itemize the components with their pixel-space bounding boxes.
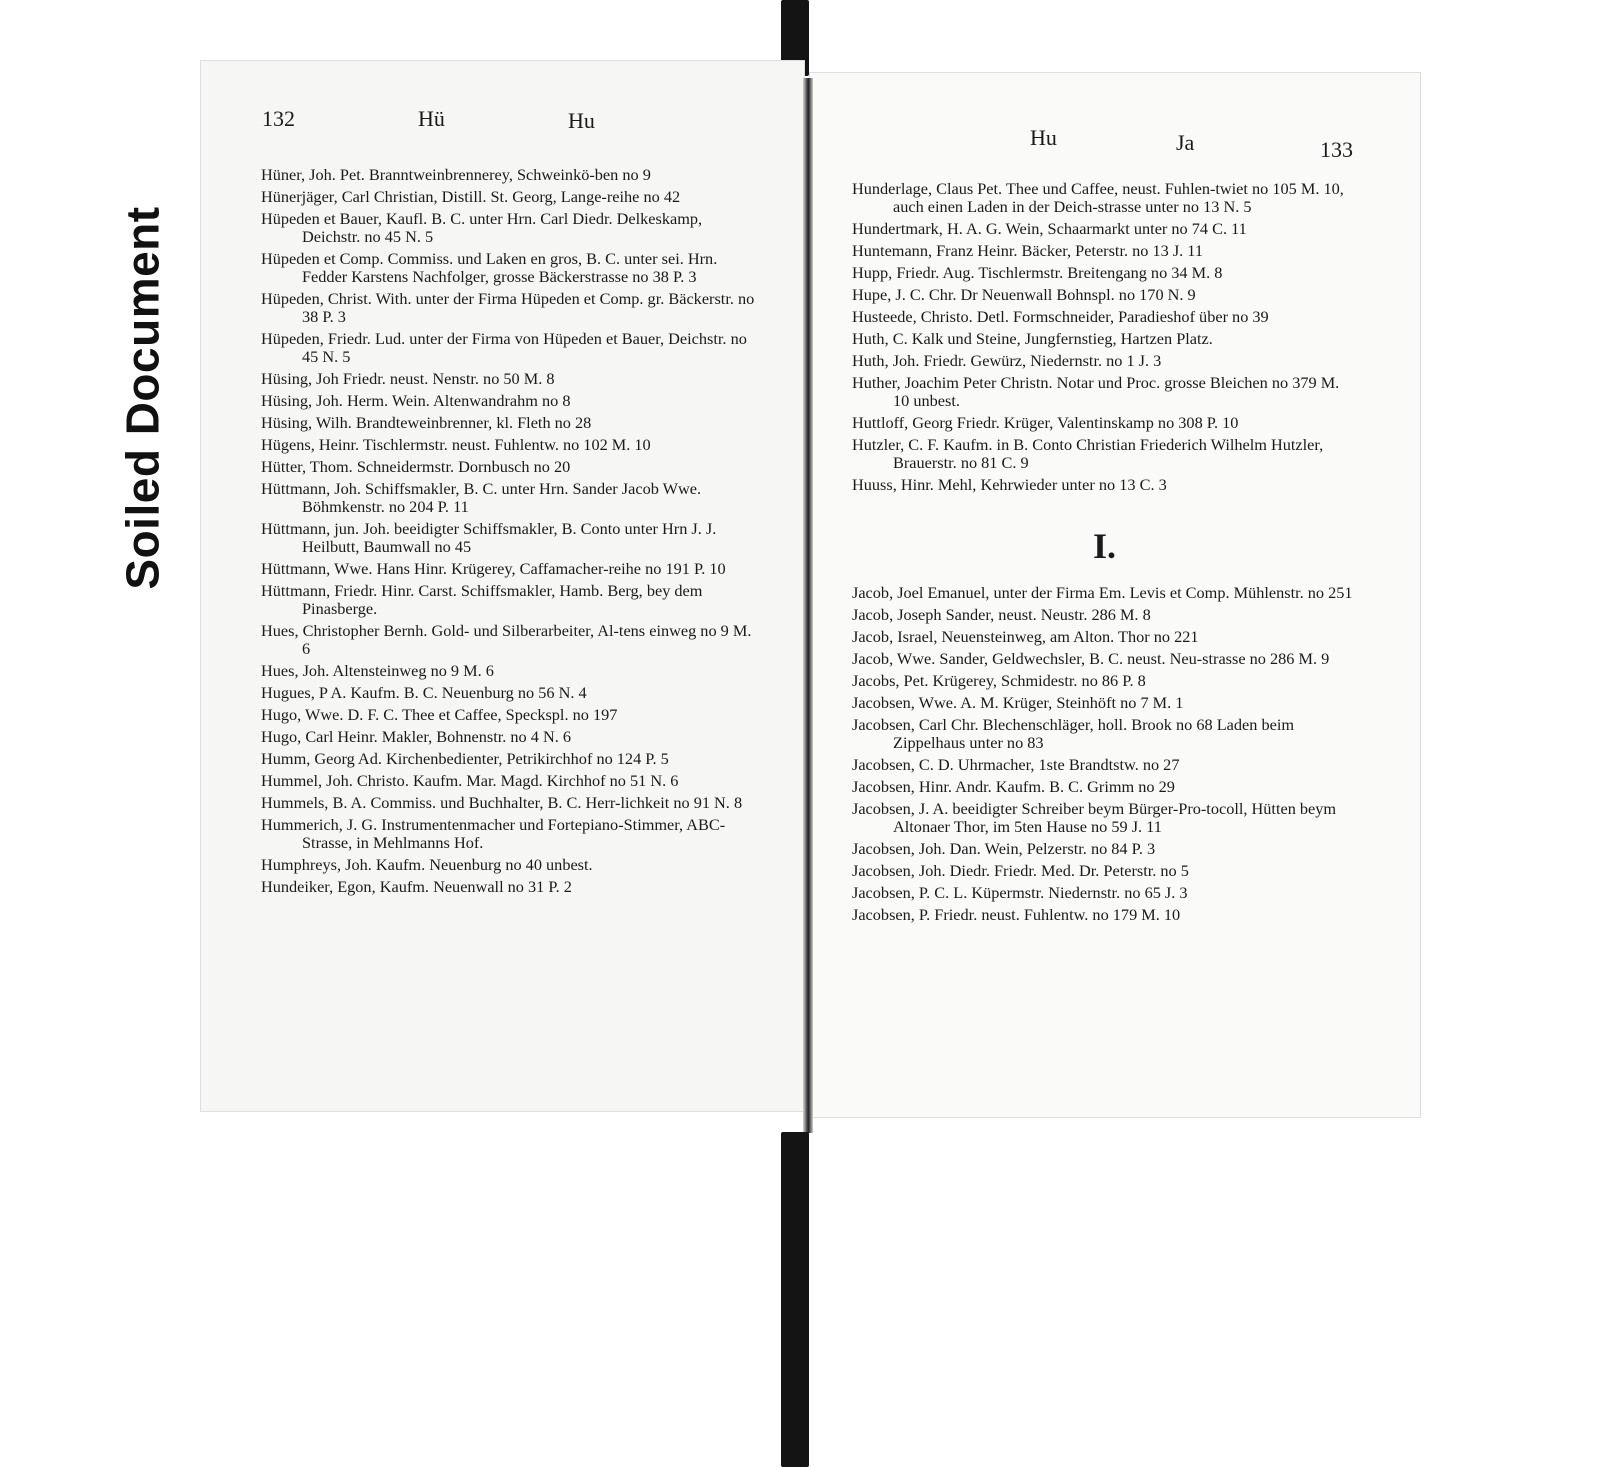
- directory-entry: Jacobs, Pet. Krügerey, Schmidestr. no 86 P. 8: [852, 671, 1146, 690]
- directory-entry: Hupp, Friedr. Aug. Tischlermstr. Breitengang no 34 M. 8: [852, 263, 1223, 282]
- directory-entry: Jacobsen, Carl Chr. Blechenschläger, holl. Brook no 68 Laden beim Zippelhaus unter no 83: [852, 715, 1295, 752]
- directory-entry: Jacob, Joel Emanuel, unter der Firma Em. Levis et Comp. Mühlenstr. no 251: [852, 583, 1353, 602]
- directory-entry: Hütter, Thom. Schneidermstr. Dornbusch no 20: [261, 457, 571, 476]
- directory-entry: Hummerich, J. G. Instrumentenmacher und Fortepiano-Stimmer, ABC-Strasse, in Mehlmanns Hof.: [261, 815, 726, 852]
- directory-entry: Jacobsen, Wwe. A. M. Krüger, Steinhöft no 7 M. 1: [852, 693, 1184, 712]
- directory-entry: Jacobsen, Joh. Diedr. Friedr. Med. Dr. Peterstr. no 5: [852, 861, 1189, 880]
- directory-entry: Hüttmann, Joh. Schiffsmakler, B. C. unter Hrn. Sander Jacob Wwe. Böhmkenstr. no 204 P. 11: [261, 479, 702, 516]
- directory-entry: Huth, Joh. Friedr. Gewürz, Niedernstr. no 1 J. 3: [852, 351, 1162, 370]
- right-entry-list: [852, 180, 1357, 928]
- directory-entry: Hüttmann, jun. Joh. beeidigter Schiffsmakler, B. Conto unter Hrn J. J. Heilbutt, Baumwall no 45: [261, 519, 717, 556]
- right-entries-after: [852, 584, 1357, 924]
- directory-entry: Hüner, Joh. Pet. Branntweinbrennerey, Schweinkö-ben no 9: [261, 165, 651, 184]
- directory-entry: Hüttmann, Friedr. Hinr. Carst. Schiffsmakler, Hamb. Berg, bey dem Pinasberge.: [261, 581, 703, 618]
- directory-entry: Hundeiker, Egon, Kaufm. Neuenwall no 31 P. 2: [261, 877, 572, 896]
- directory-entry: Jacobsen, Joh. Dan. Wein, Pelzerstr. no 84 P. 3: [852, 839, 1156, 858]
- directory-entry: Hüttmann, Wwe. Hans Hinr. Krügerey, Caffamacher-reihe no 191 P. 10: [261, 559, 726, 578]
- right-heading-right: Ja: [1176, 130, 1195, 155]
- soiled-document-stamp: [118, 148, 168, 648]
- left-heading-left: Hü: [418, 106, 445, 131]
- book-spine: [803, 78, 813, 1133]
- directory-entry: Jacobsen, J. A. beeidigter Schreiber beym Bürger-Pro-tocoll, Hütten beym Altonaer Thor, im 5ten Hause no 59 J. 11: [852, 799, 1337, 836]
- left-entry-list: [261, 166, 761, 900]
- right-entries-before: [852, 180, 1357, 494]
- directory-entry: Hüsing, Joh. Herm. Wein. Altenwandrahm no 8: [261, 391, 571, 410]
- directory-entry: Hüpeden et Bauer, Kaufl. B. C. unter Hrn. Carl Diedr. Delkeskamp, Deichstr. no 45 N. 5: [261, 209, 703, 246]
- directory-entry: Huntemann, Franz Heinr. Bäcker, Peterstr. no 13 J. 11: [852, 241, 1203, 260]
- directory-entry: Hues, Joh. Altensteinweg no 9 M. 6: [261, 661, 494, 680]
- directory-entry: Hummel, Joh. Christo. Kaufm. Mar. Magd. Kirchhof no 51 N. 6: [261, 771, 679, 790]
- directory-entry: Hundertmark, H. A. G. Wein, Schaarmarkt unter no 74 C. 11: [852, 219, 1247, 238]
- binding-clip-bottom: [781, 1132, 809, 1467]
- directory-entry: Hüpeden, Christ. With. unter der Firma Hüpeden et Comp. gr. Bäckerstr. no 38 P. 3: [261, 289, 755, 326]
- directory-entry: Husteede, Christo. Detl. Formschneider, Paradieshof über no 39: [852, 307, 1269, 326]
- directory-entry: Huuss, Hinr. Mehl, Kehrwieder unter no 13 C. 3: [852, 475, 1167, 494]
- directory-entry: Humphreys, Joh. Kaufm. Neuenburg no 40 unbest.: [261, 855, 593, 874]
- left-heading-right: Hu: [568, 108, 595, 133]
- directory-entry: Hugo, Carl Heinr. Makler, Bohnenstr. no 4 N. 6: [261, 727, 572, 746]
- directory-entry: Hugues, P A. Kaufm. B. C. Neuenburg no 56 N. 4: [261, 683, 587, 702]
- directory-entry: Huttloff, Georg Friedr. Krüger, Valentinskamp no 308 P. 10: [852, 413, 1239, 432]
- directory-entry: Jacob, Joseph Sander, neust. Neustr. 286 M. 8: [852, 605, 1151, 624]
- directory-entry: Jacobsen, C. D. Uhrmacher, 1ste Brandtstw. no 27: [852, 755, 1180, 774]
- directory-entry: Hüsing, Wilh. Brandteweinbrenner, kl. Fleth no 28: [261, 413, 592, 432]
- right-heading-left: Hu: [1030, 125, 1057, 150]
- directory-entry: Hutzler, C. F. Kaufm. in B. Conto Christian Friederich Wilhelm Hutzler, Brauerstr. no 81 C. 9: [852, 435, 1324, 472]
- section-letter: I.: [1092, 526, 1116, 566]
- directory-entry: Jacobsen, Hinr. Andr. Kaufm. B. C. Grimm no 29: [852, 777, 1175, 796]
- directory-entry: Hummels, B. A. Commiss. und Buchhalter, B. C. Herr-lichkeit no 91 N. 8: [261, 793, 743, 812]
- directory-entry: Hügens, Heinr. Tischlermstr. neust. Fuhlentw. no 102 M. 10: [261, 435, 651, 454]
- right-page-number: 133: [1320, 137, 1353, 162]
- directory-entry: Jacobsen, P. Friedr. neust. Fuhlentw. no 179 M. 10: [852, 905, 1181, 924]
- directory-entry: Hüpeden et Comp. Commiss. und Laken en gros, B. C. unter sei. Hrn. Fedder Karstens Nachfolger, grosse Bäckerstrasse no 38 P. 3: [261, 249, 718, 286]
- directory-entry: Hüsing, Joh Friedr. neust. Nenstr. no 50 M. 8: [261, 369, 555, 388]
- directory-entry: Hugo, Wwe. D. F. C. Thee et Caffee, Speckspl. no 197: [261, 705, 618, 724]
- directory-entry: Hupe, J. C. Chr. Dr Neuenwall Bohnspl. no 170 N. 9: [852, 285, 1196, 304]
- directory-entry: Jacobsen, P. C. L. Küpermstr. Niedernstr. no 65 J. 3: [852, 883, 1188, 902]
- directory-entry: Huther, Joachim Peter Christn. Notar und Proc. grosse Bleichen no 379 M. 10 unbest.: [852, 373, 1340, 410]
- stamp-label: Soiled Document: [117, 206, 169, 590]
- directory-entry: Huth, C. Kalk und Steine, Jungfernstieg, Hartzen Platz.: [852, 329, 1213, 348]
- directory-entry: Hüpeden, Friedr. Lud. unter der Firma von Hüpeden et Bauer, Deichstr. no 45 N. 5: [261, 329, 747, 366]
- left-page-number: 132: [262, 106, 295, 131]
- directory-entry: Jacob, Israel, Neuensteinweg, am Alton. Thor no 221: [852, 627, 1199, 646]
- directory-entry: Humm, Georg Ad. Kirchenbedienter, Petrikirchhof no 124 P. 5: [261, 749, 669, 768]
- directory-entry: Hünerjäger, Carl Christian, Distill. St. Georg, Lange-reihe no 42: [261, 187, 681, 206]
- directory-entry: Hunderlage, Claus Pet. Thee und Caffee, neust. Fuhlen-twiet no 105 M. 10, auch einen Laden in der Deich-strasse unter no 13 N. 5: [852, 179, 1344, 216]
- directory-entry: Hues, Christopher Bernh. Gold- und Silberarbeiter, Al-tens einweg no 9 M. 6: [261, 621, 752, 658]
- directory-entry: Jacob, Wwe. Sander, Geldwechsler, B. C. neust. Neu-strasse no 286 M. 9: [852, 649, 1330, 668]
